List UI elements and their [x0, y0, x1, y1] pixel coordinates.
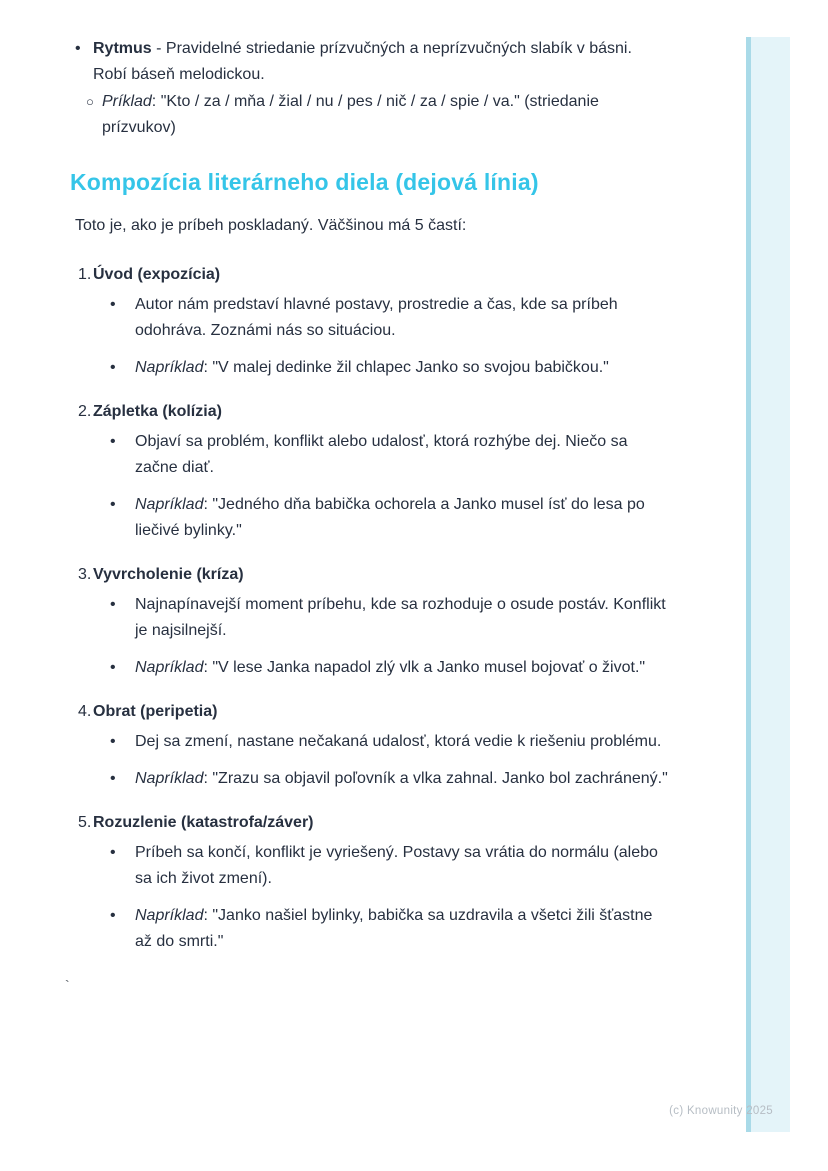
- example-label: Príklad: [102, 93, 152, 110]
- section-title: Úvod (expozícia): [93, 266, 221, 283]
- example-body: : "Kto / za / mňa / žial / nu / pes / nič / za / spie / va." (striedanie prízvukov): [102, 93, 599, 136]
- section-title: Obrat (peripetia): [93, 703, 218, 720]
- rytmus-bullet-item: [75, 36, 725, 88]
- section-description: Objaví sa problém, konflikt alebo udalosť, ktorá rozhýbe dej. Niečo sa začne diať.: [135, 433, 628, 476]
- section-description: Autor nám predstaví hlavné postavy, prostredie a čas, kde sa príbeh odohráva. Zoznámi nás so situáciou.: [135, 296, 618, 339]
- section-description-item: [110, 429, 725, 481]
- section-bullets: [110, 729, 725, 792]
- section-item-obrat: [78, 698, 725, 792]
- section-item-zapletka: [78, 398, 725, 544]
- section-description: Najnapínavejší moment príbehu, kde sa rozhoduje o osude postáv. Konflikt je najsilnejší.: [135, 596, 666, 639]
- section-example-item: [110, 492, 725, 544]
- example-body: : "V malej dedinke žil chlapec Janko so svojou babičkou.": [203, 359, 609, 376]
- rytmus-definition: - Pravidelné striedanie prízvučných a neprízvučných slabík v básni. Robí báseň melodickou.: [93, 40, 632, 83]
- page-title: Kompozícia literárneho diela (dejová línia): [70, 169, 539, 195]
- bullet-marker: •: [75, 40, 81, 57]
- section-description-item: [110, 729, 725, 755]
- example-body: : "Zrazu sa objavil poľovník a vlka zahnal. Janko bol zachránený.": [203, 770, 668, 787]
- example-body: : "Jedného dňa babička ochorela a Janko musel ísť do lesa po liečivé bylinky.": [135, 496, 645, 539]
- section-title-row: [78, 261, 725, 289]
- bullet-marker: •: [110, 433, 116, 450]
- section-bullets: [110, 429, 725, 544]
- example-label: Napríklad: [135, 496, 204, 513]
- example-label: Napríklad: [135, 659, 204, 676]
- bullet-marker: •: [110, 596, 116, 613]
- bullet-marker: •: [110, 659, 116, 676]
- rytmus-term: Rytmus: [93, 40, 152, 57]
- section-number: 2.: [78, 403, 92, 420]
- section-bullets: [110, 840, 725, 955]
- section-example: [135, 655, 670, 681]
- copyright-footer: (c) Knowunity 2025: [669, 1105, 773, 1117]
- section-example-item: [110, 655, 725, 681]
- section-example: [135, 903, 670, 955]
- example-body: : "Janko našiel bylinky, babička sa uzdravila a všetci žili šťastne až do smrti.": [135, 907, 653, 950]
- section-number: 1.: [78, 266, 92, 283]
- section-number: 4.: [78, 703, 92, 720]
- section-title-row: [78, 698, 725, 726]
- section-description-item: [110, 292, 725, 344]
- section-title-row: [78, 561, 725, 589]
- section-title-row: [78, 809, 725, 837]
- page-edge-highlight-bar: [746, 37, 790, 1132]
- section-title-row: [78, 398, 725, 426]
- rytmus-example-item: [86, 89, 725, 141]
- section-example-item: [110, 355, 725, 381]
- section-title: Zápletka (kolízia): [93, 403, 222, 420]
- rytmus-example-text: [102, 89, 635, 141]
- intro-paragraph: Toto je, ako je príbeh poskladaný. Väčšinou má 5 častí:: [75, 217, 467, 234]
- example-label: Napríklad: [135, 770, 204, 787]
- section-description: Príbeh sa končí, konflikt je vyriešený. Postavy sa vrátia do normálu (alebo sa ich život zmení).: [135, 844, 658, 887]
- section-item-rozuzlenie: [78, 809, 725, 955]
- section-item-uvod: [78, 261, 725, 381]
- bullet-marker: •: [110, 359, 116, 376]
- section-description-item: [110, 840, 725, 892]
- section-example: [135, 355, 670, 381]
- section-example-item: [110, 766, 725, 792]
- section-example: [135, 492, 670, 544]
- section-item-vyvrcholenie: [78, 561, 725, 681]
- section-example: [135, 766, 670, 792]
- bullet-marker: •: [110, 296, 116, 313]
- section-bullets: [110, 592, 725, 681]
- sections-list: [78, 261, 725, 955]
- section-description: Dej sa zmení, nastane nečakaná udalosť, ktorá vedie k riešeniu problému.: [135, 733, 662, 750]
- bullet-marker: •: [110, 496, 116, 513]
- section-example-item: [110, 903, 725, 955]
- bullet-marker: •: [110, 733, 116, 750]
- rytmus-text: [93, 36, 653, 88]
- bullet-marker: •: [110, 770, 116, 787]
- document-content: [70, 36, 725, 972]
- circle-bullet-marker: ○: [86, 94, 94, 109]
- section-number: 5.: [78, 814, 92, 831]
- section-number: 3.: [78, 566, 92, 583]
- section-title: Rozuzlenie (katastrofa/záver): [93, 814, 314, 831]
- section-title: Vyvrcholenie (kríza): [93, 566, 244, 583]
- example-label: Napríklad: [135, 359, 204, 376]
- stray-backtick-mark: `: [65, 977, 70, 993]
- bullet-marker: •: [110, 844, 116, 861]
- example-label: Napríklad: [135, 907, 204, 924]
- section-description-item: [110, 592, 725, 644]
- section-bullets: [110, 292, 725, 381]
- bullet-marker: •: [110, 907, 116, 924]
- example-body: : "V lese Janka napadol zlý vlk a Janko musel bojovať o život.": [203, 659, 646, 676]
